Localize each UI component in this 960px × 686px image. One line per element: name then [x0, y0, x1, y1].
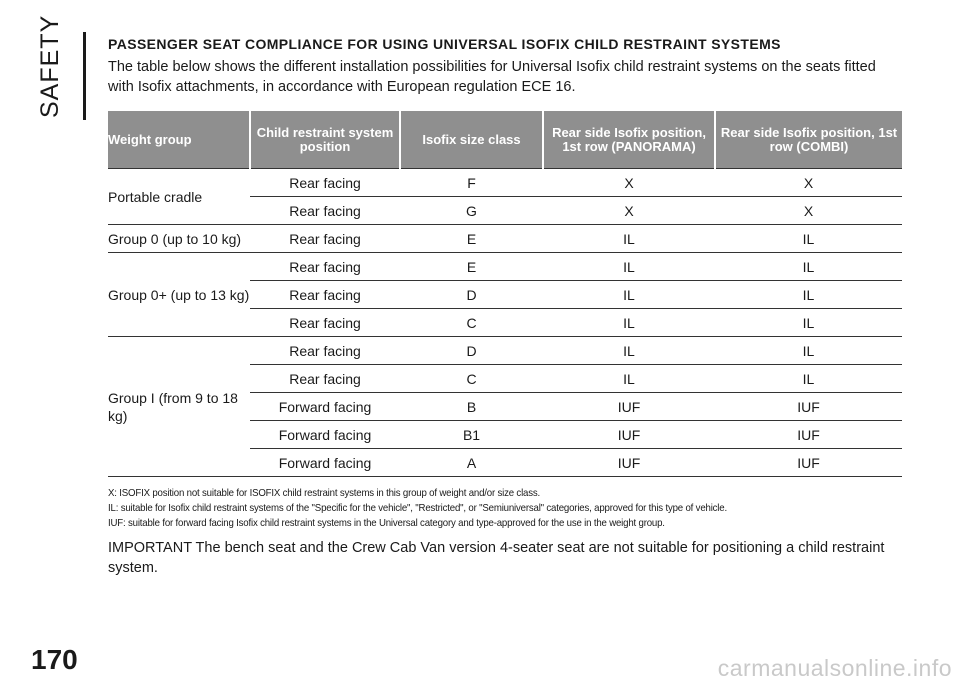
note-il: IL: suitable for Isofix child restraint systems of the "Specific for the vehicle", "Restricted", or "Semiuniversal" categories, approved for this type of vehicle. — [108, 502, 727, 514]
combi-cell: IL — [715, 281, 902, 309]
panorama-cell: IL — [543, 281, 715, 309]
combi-cell: IL — [715, 309, 902, 337]
table-notes — [108, 486, 902, 531]
combi-cell: X — [715, 197, 902, 225]
size-class-cell: D — [400, 337, 543, 365]
restraint-position-cell: Rear facing — [250, 281, 400, 309]
combi-cell: IL — [715, 337, 902, 365]
size-class-cell: D — [400, 281, 543, 309]
watermark-text: carmanualsonline.info — [717, 655, 952, 681]
size-class-cell: B — [400, 393, 543, 421]
restraint-position-cell: Forward facing — [250, 393, 400, 421]
combi-cell: IUF — [715, 421, 902, 449]
weight-group-cell: Group 0 (up to 10 kg) — [108, 225, 250, 253]
panorama-cell: IL — [543, 225, 715, 253]
panorama-cell: X — [543, 197, 715, 225]
table-row — [108, 169, 902, 197]
note-x: X: ISOFIX position not suitable for ISOFIX child restraint systems in this group of weight and/or size class. — [108, 487, 541, 499]
combi-cell: X — [715, 169, 902, 197]
table-row — [108, 225, 902, 253]
restraint-position-cell: Forward facing — [250, 449, 400, 477]
header-restraint-position: Child restraint system position — [250, 111, 400, 169]
header-isofix-size-class: Isofix size class — [400, 111, 543, 169]
note-iuf: IUF: suitable for forward facing Isofix child restraint systems in the Universal category and type-approved for the use in the weight group. — [108, 517, 665, 529]
weight-group-cell: Group I (from 9 to 18 kg) — [108, 337, 250, 477]
restraint-position-cell: Forward facing — [250, 421, 400, 449]
section-label: SAFETY — [36, 14, 64, 118]
page-number: 170 — [31, 644, 78, 675]
restraint-position-cell: Rear facing — [250, 309, 400, 337]
size-class-cell: G — [400, 197, 543, 225]
size-class-cell: F — [400, 169, 543, 197]
size-class-cell: C — [400, 365, 543, 393]
combi-cell: IL — [715, 253, 902, 281]
header-combi-position: Rear side Isofix position, 1st row (COMBI) — [715, 111, 902, 169]
panorama-cell: IUF — [543, 393, 715, 421]
panorama-cell: IL — [543, 337, 715, 365]
intro-paragraph: The table below shows the different installation possibilities for Universal Isofix child restraint systems on the seats fitted with Isofix attachments, in accordance with European regulation ECE 16. — [108, 59, 876, 95]
restraint-position-cell: Rear facing — [250, 337, 400, 365]
table-body — [108, 169, 902, 477]
restraint-position-cell: Rear facing — [250, 197, 400, 225]
table-header-row — [108, 111, 902, 169]
section-divider-bar — [83, 32, 86, 120]
panorama-cell: IUF — [543, 421, 715, 449]
weight-group-cell: Portable cradle — [108, 169, 250, 225]
restraint-position-cell: Rear facing — [250, 225, 400, 253]
combi-cell: IL — [715, 365, 902, 393]
panorama-cell: IUF — [543, 449, 715, 477]
combi-cell: IUF — [715, 393, 902, 421]
size-class-cell: E — [400, 225, 543, 253]
section-heading: PASSENGER SEAT COMPLIANCE FOR USING UNIVERSAL ISOFIX CHILD RESTRAINT SYSTEMS — [108, 36, 781, 52]
panorama-cell: IL — [543, 365, 715, 393]
table-row — [108, 253, 902, 281]
size-class-cell: A — [400, 449, 543, 477]
weight-group-cell: Group 0+ (up to 13 kg) — [108, 253, 250, 337]
restraint-position-cell: Rear facing — [250, 253, 400, 281]
header-weight-group: Weight group — [108, 111, 250, 169]
important-notice: IMPORTANT The bench seat and the Crew Cab Van version 4-seater seat are not suitable for positioning a child restraint system. — [108, 540, 885, 576]
size-class-cell: B1 — [400, 421, 543, 449]
combi-cell: IL — [715, 225, 902, 253]
size-class-cell: C — [400, 309, 543, 337]
page-content — [108, 38, 902, 578]
panorama-cell: IL — [543, 309, 715, 337]
header-panorama-position: Rear side Isofix position, 1st row (PANORAMA) — [543, 111, 715, 169]
isofix-compatibility-table — [108, 111, 902, 477]
restraint-position-cell: Rear facing — [250, 169, 400, 197]
combi-cell: IUF — [715, 449, 902, 477]
restraint-position-cell: Rear facing — [250, 365, 400, 393]
table-row — [108, 337, 902, 365]
panorama-cell: X — [543, 169, 715, 197]
panorama-cell: IL — [543, 253, 715, 281]
size-class-cell: E — [400, 253, 543, 281]
